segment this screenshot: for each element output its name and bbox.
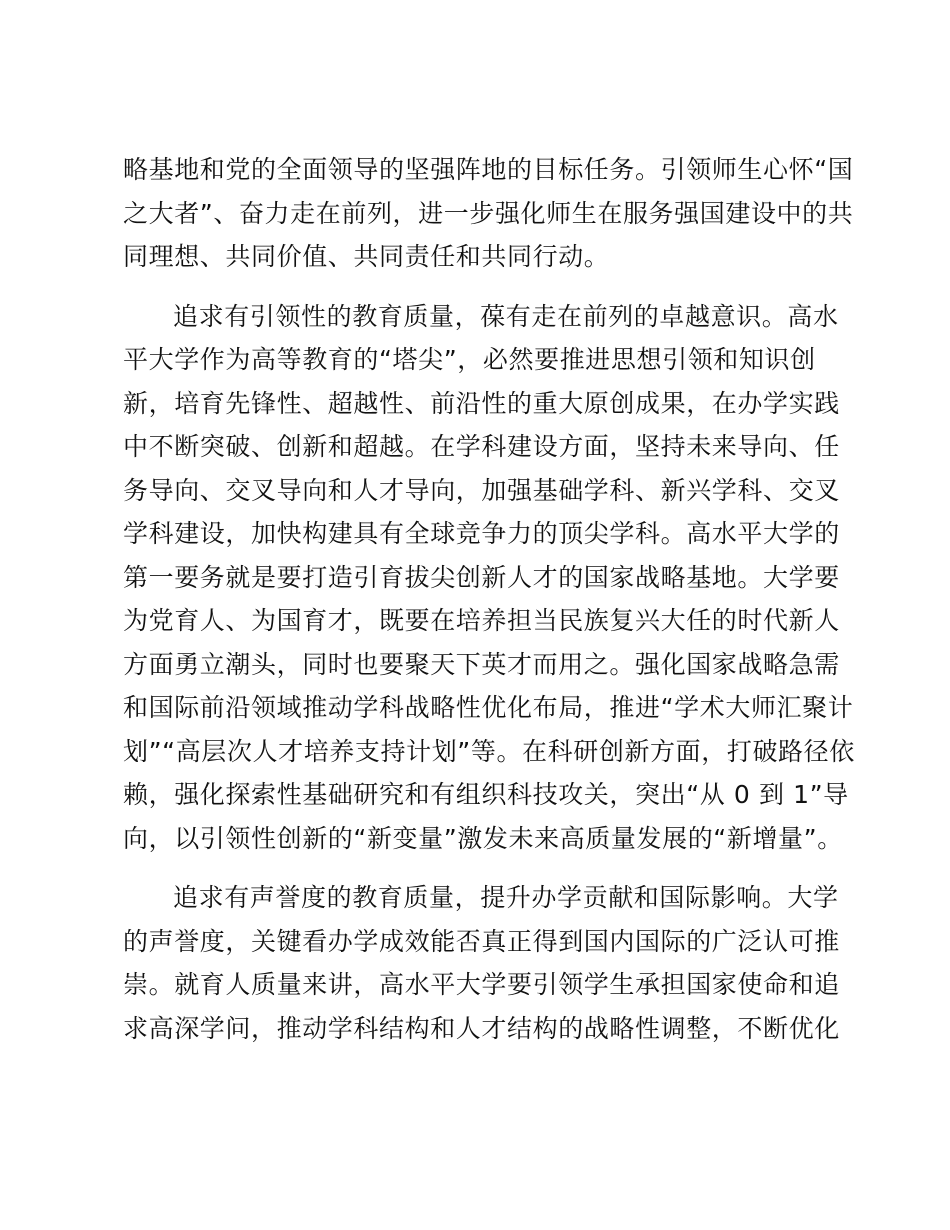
text-line: 中不断突破、创新和超越。在学科建设方面，坚持未来导向、任 [123, 432, 840, 461]
text-line: 求高深学问，推动学科结构和人才结构的战略性调整，不断优化 [123, 1013, 840, 1043]
text-line: 为党育人、为国育才，既要在培养担当民族复兴大任的时代新人 [123, 606, 840, 635]
document-body [123, 148, 855, 1066]
text-line: 同理想、共同价值、共同责任和共同行动。 [123, 242, 610, 271]
paragraph-1 [123, 148, 854, 279]
text-line: 追求有引领性的教育质量，葆有走在前列的卓越意识。高水 [173, 301, 839, 331]
paragraph-2 [123, 295, 855, 861]
text-line: 略基地和党的全面领导的坚强阵地的目标任务。引领师生心怀“国 [123, 155, 854, 184]
text-line: 的声誉度，关键看办学成效能否真正得到国内国际的广泛认可推 [123, 926, 840, 956]
text-line: 学科建设，加快构建具有全球竞争力的顶尖学科。高水平大学的 [123, 519, 840, 548]
paragraph-3 [123, 876, 840, 1050]
text-line: 向，以引领性创新的“新变量”激发未来高质量发展的“新增量”。 [123, 823, 843, 853]
text-line: 之大者”、奋力走在前列，进一步强化师生在服务强国建设中的共 [123, 198, 854, 228]
text-line: 务导向、交叉导向和人才导向，加强基础学科、新兴学科、交叉 [123, 475, 840, 505]
text-line: 方面勇立潮头，同时也要聚天下英才而用之。强化国家战略急需 [123, 649, 840, 679]
text-line: 和国际前沿领域推动学科战略性优化布局，推进“学术大师汇聚计 [123, 693, 854, 722]
text-line: 第一要务就是要打造引育拔尖创新人才的国家战略基地。大学要 [123, 562, 840, 592]
text-line: 追求有声誉度的教育质量，提升办学贡献和国际影响。大学 [173, 883, 839, 912]
text-line: 新，培育先锋性、超越性、前沿性的重大原创成果，在办学实践 [123, 388, 840, 418]
text-line: 赖，强化探索性基础研究和有组织科技攻关，突出“从 0 到 1”导 [123, 780, 849, 809]
text-line: 划”“高层次人才培养支持计划”等。在科研创新方面，打破路径依 [123, 736, 855, 766]
text-line: 崇。就育人质量来讲，高水平大学要引领学生承担国家使命和追 [123, 970, 840, 999]
text-line: 平大学作为高等教育的“塔尖”，必然要推进思想引领和知识创 [123, 345, 816, 374]
